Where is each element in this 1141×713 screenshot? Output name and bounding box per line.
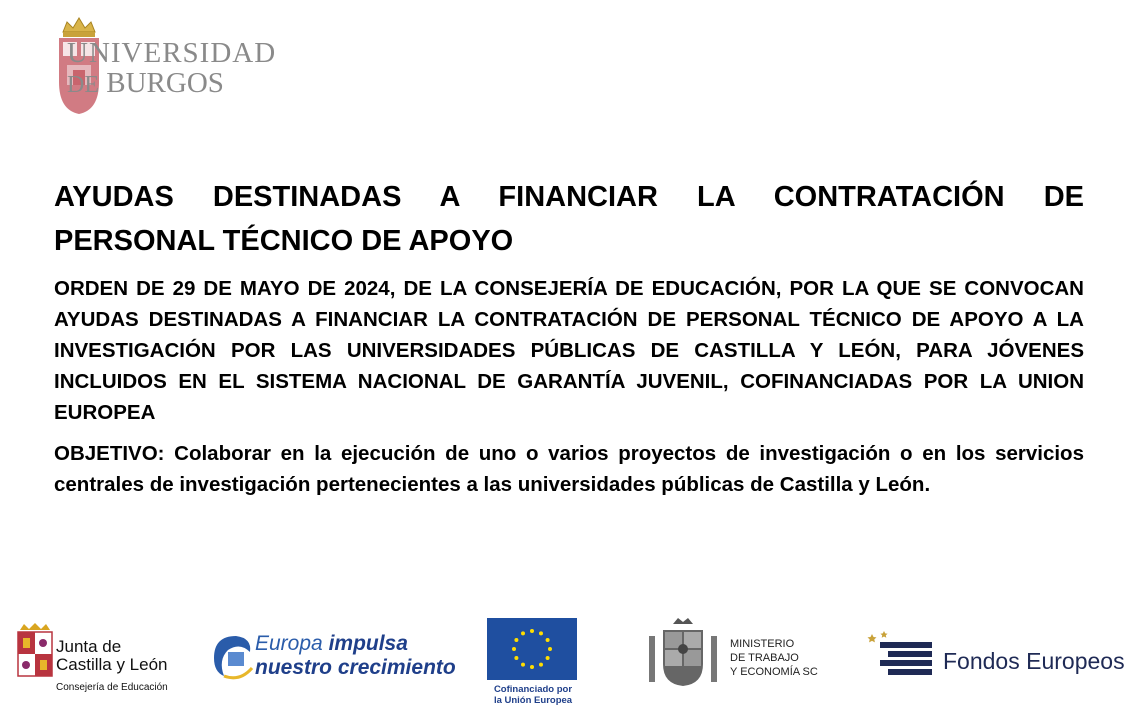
europa-line2: nuestro crecimiento — [255, 656, 456, 679]
impulsa-word: impulsa — [328, 632, 408, 655]
crown-icon — [63, 18, 95, 37]
objetivo-text: Colaborar en la ejecución de uno o varios proyectos de investigación o en los servicios centrales de investigación pertenecientes a las universidades públicas de Castilla y León. — [54, 442, 1084, 496]
orden-paragraph: ORDEN DE 29 DE MAYO DE 2024, DE LA CONSEJERÍA DE EDUCACIÓN, POR LA QUE SE CONVOCAN AYUDAS DESTINADAS A FINANCIAR LA CONTRATACIÓN DE PERSONAL TÉCNICO DE APOYO A LA INVESTIGACIÓN POR LAS UNIVERSIDADES PÚBLICAS DE CASTILLA Y LEÓN, PARA JÓVENES INCLUIDOS EN EL SISTEMA NACIONAL DE GARANTÍA JUVENIL, COFINANCIADAS POR LA UNION EUROPEA — [54, 277, 1084, 424]
europa-word: Europa — [255, 632, 323, 655]
university-de: DE — [67, 72, 99, 98]
fondos-europeos-label: Fondos Europeos — [943, 648, 1125, 674]
objetivo-paragraph — [54, 438, 1084, 500]
eu-caption-line2: la Unión Europea — [493, 695, 573, 706]
eu-caption-line1: Cofinanciado por — [493, 684, 573, 695]
page-title — [54, 175, 1084, 263]
spain-coat-of-arms-icon — [645, 616, 721, 690]
ministerio-text — [730, 637, 818, 679]
university-line2 — [67, 68, 276, 100]
europa-impulsa-text — [255, 632, 456, 680]
title-line1: AYUDAS DESTINADAS A FINANCIAR LA CONTRATACIÓN DE — [54, 181, 1084, 213]
castilla-leon-crest-icon — [14, 622, 56, 688]
document-body — [54, 175, 1084, 500]
jcyl-name — [56, 638, 168, 674]
university-burgos: BURGOS — [106, 67, 224, 99]
title-line2: PERSONAL TÉCNICO DE APOYO — [54, 225, 514, 257]
footer-logos — [0, 610, 1141, 713]
eu-caption — [480, 684, 586, 706]
ministerio-line2: DE TRABAJO — [730, 652, 799, 664]
ministerio-line1: MINISTERIO — [730, 638, 795, 650]
jcyl-line1: Junta de — [56, 637, 122, 656]
university-line1: UNIVERSIDAD — [67, 37, 277, 69]
objetivo-label: OBJETIVO: — [54, 442, 165, 465]
eu-flag-icon — [487, 618, 577, 680]
ministerio-line3: Y ECONOMÍA SC — [730, 666, 818, 678]
jcyl-subtitle: Consejería de Educación — [56, 682, 168, 693]
jcyl-line2: Castilla y León — [56, 655, 168, 674]
fondos-europeos-icon — [864, 630, 936, 684]
university-name — [67, 38, 276, 100]
europa-flag-swirl-icon — [210, 632, 256, 684]
